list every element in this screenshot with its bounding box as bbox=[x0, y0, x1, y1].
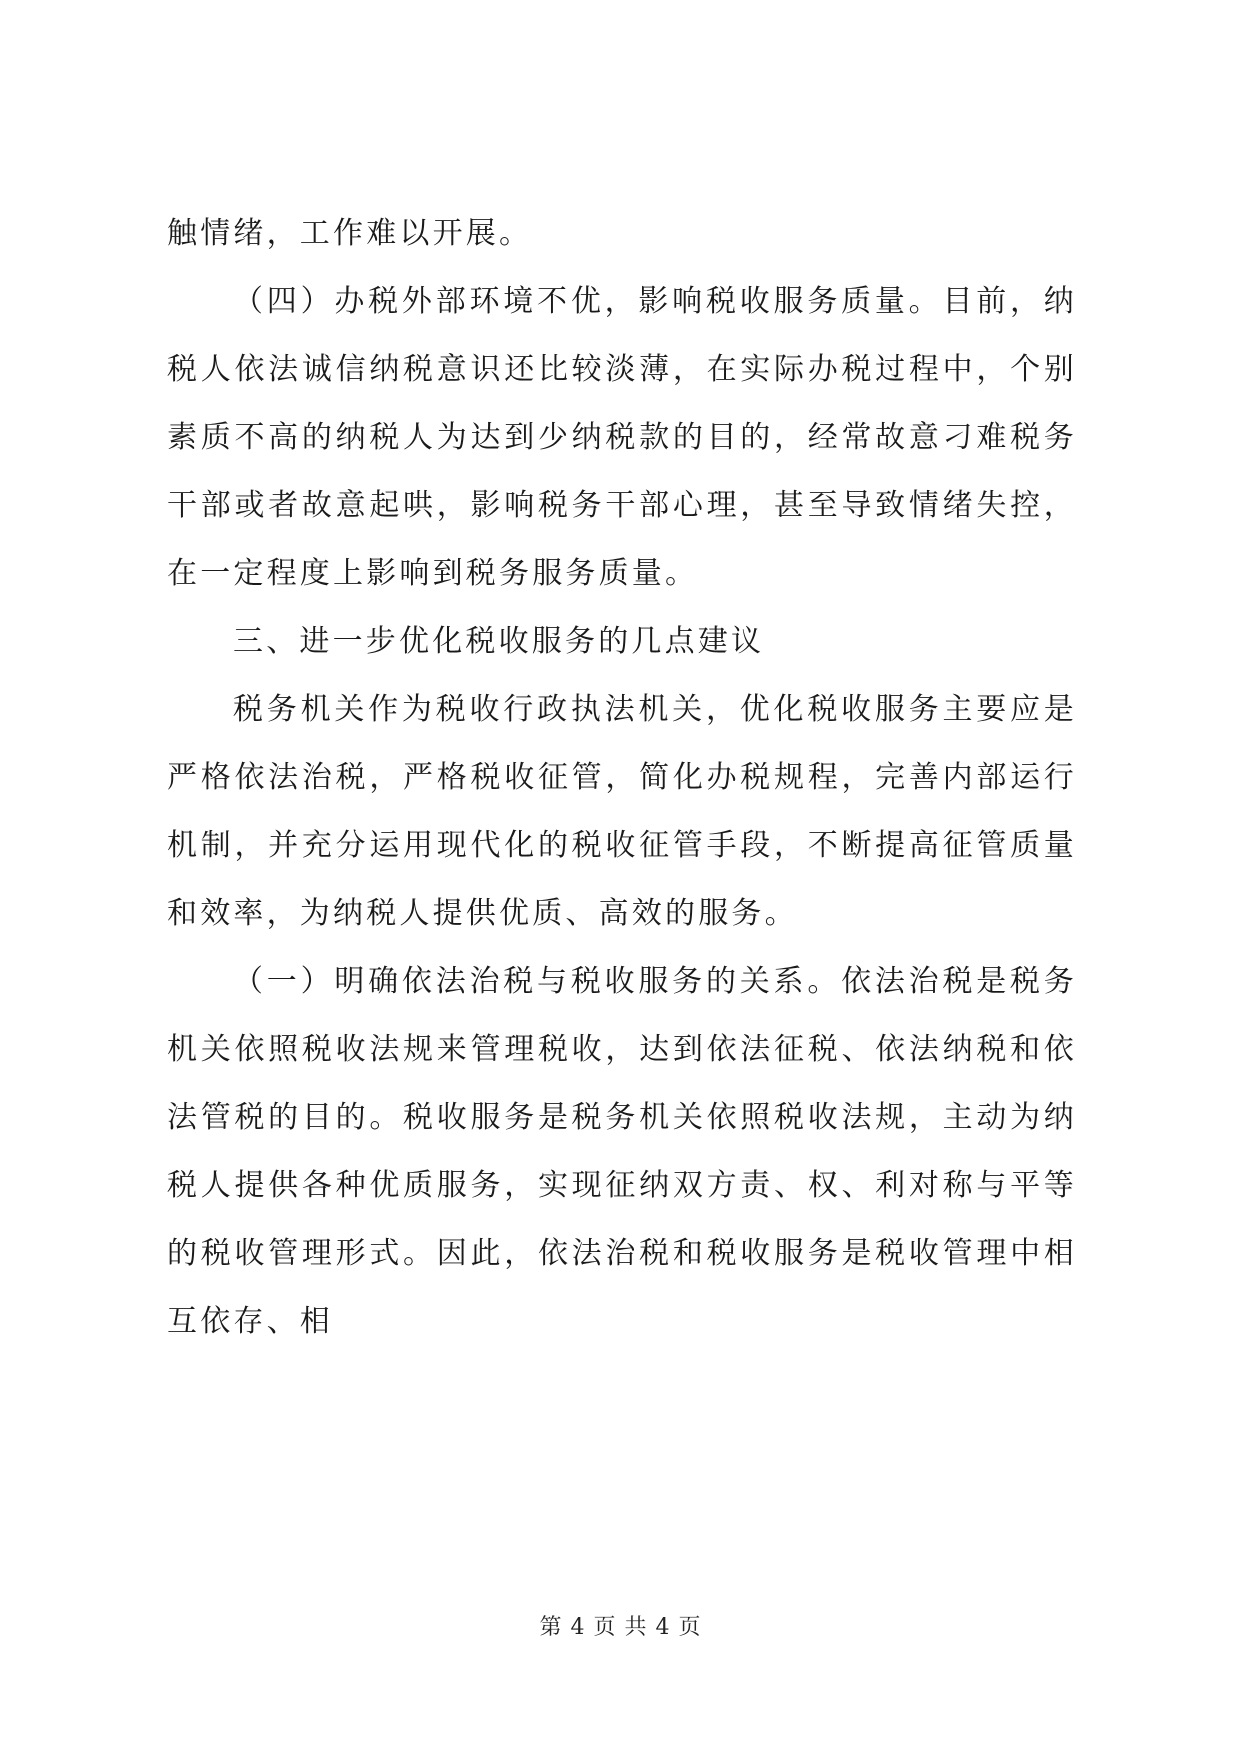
document-body bbox=[167, 200, 1077, 1356]
page-number-label: 第 4 页 共 4 页 bbox=[539, 1615, 702, 1640]
paragraph-intro: 税务机关作为税收行政执法机关，优化税收服务主要应是严格依法治税，严格税收征管，简化办税规程，完善内部运行机制，并充分运用现代化的税收征管手段，不断提高征管质量和效率，为纳税人提供优质、高效的服务。 bbox=[167, 692, 1077, 931]
section-heading-three: 三、进一步优化税收服务的几点建议 bbox=[233, 624, 765, 659]
paragraph-subsection-one: （一）明确依法治税与税收服务的关系。依法治税是税务机关依照税收法规来管理税收，达到依法征税、依法纳税和依法管税的目的。税收服务是税务机关依照税收法规，主动为纳税人提供各种优质服务，实现征纳双方责、权、利对称与平等的税收管理形式。因此，依法治税和税收服务是税收管理中相互依存、相 bbox=[167, 964, 1077, 1339]
page-footer bbox=[0, 1610, 1241, 1641]
paragraph-continuation: 触情绪，工作难以开展。 bbox=[167, 216, 533, 251]
paragraph-section-four: （四）办税外部环境不优，影响税收服务质量。目前，纳税人依法诚信纳税意识还比较淡薄，在实际办税过程中，个别素质不高的纳税人为达到少纳税款的目的，经常故意刁难税务干部或者故意起哄，影响税务干部心理，甚至导致情绪失控，在一定程度上影响到税务服务质量。 bbox=[167, 284, 1077, 591]
